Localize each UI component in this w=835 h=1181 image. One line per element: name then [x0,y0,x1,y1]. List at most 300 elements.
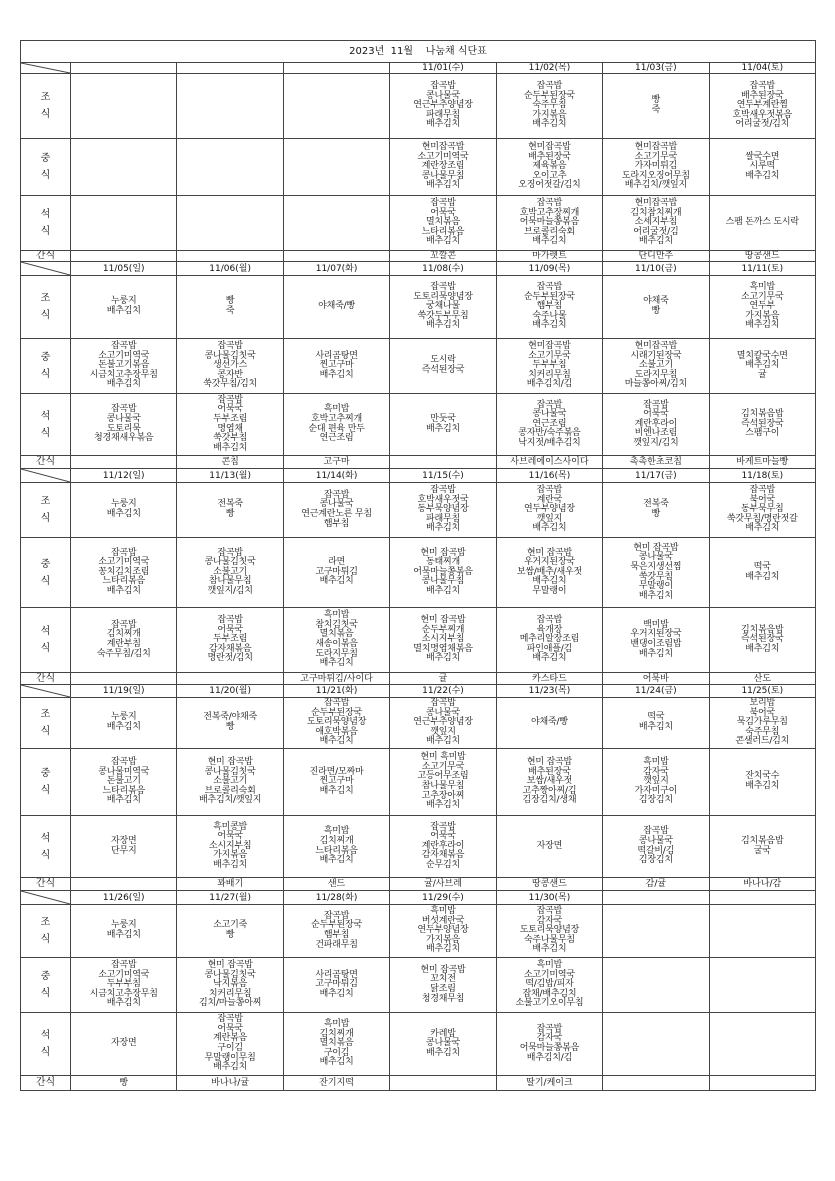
menu-item: 배추김치 [319,576,354,587]
meal-table [20,40,816,1091]
meal-cell [710,139,816,196]
meal-label-lunch [21,749,71,816]
meal-cell [390,74,496,139]
menu-item: 배추김치 [426,180,460,191]
menu-item: 깻잎지/김치 [207,585,253,596]
menu-item: 잡곡밥 [110,341,137,352]
menu-item: 빵 [651,306,661,316]
menu-item: 쑥갓무침/김치 [203,379,258,390]
menu-item: 콩나물국 [532,409,567,420]
menu-item: 도토리묵양념장 [306,717,367,728]
menu-item: 잡곡밥 [536,198,563,209]
menu-item: 배추김치 [426,944,460,955]
meal-cell [710,749,816,816]
menu-item: 잡곡밥 [536,81,563,92]
menu-item: 잡곡밥 [536,906,563,917]
menu-item: 잡곡밥 [217,341,243,352]
meal-label-breakfast [21,698,71,749]
menu-item: 잡곡밥 [536,282,563,293]
menu-item: 단무지 [110,845,137,856]
date-header-cell: 11/26(일) [71,891,177,905]
menu-item: 쑥갓무침 [638,571,673,582]
menu-item: 쌀국수면 [745,151,780,162]
menu-item: 오이고추 [532,170,567,181]
menu-item: 김치찌개 [319,1028,354,1039]
menu-item: 김치찌개 [319,835,354,846]
menu-item: 배추김치 [106,722,141,732]
menu-item: 전복죽 [217,499,243,510]
date-header-cell [71,63,177,74]
menu-item: 빵 [225,930,235,940]
menu-item: 고추짱아찌/김 [522,785,577,796]
menu-item: 잡곡밥 [749,81,776,92]
menu-item: 누룽지 [110,499,137,510]
menu-item: 현미잡곡밥 [634,198,678,209]
meal-cell [71,698,177,749]
menu-item: 잡곡밥 [536,1023,563,1034]
menu-item: 쑥갓무침/명란젓갈 [726,513,798,524]
page-title: 2023년 11월 나눔채 식단표 [21,41,816,63]
menu-item: 사리곰탕면 [315,969,358,980]
menu-item: 흑미밥 [749,282,776,293]
menu-item: 흑미밥 [323,610,350,621]
meal-cell [710,698,816,749]
menu-item: 배추김치 [532,320,567,331]
menu-item: 도라지무침 [315,648,358,659]
menu-item: 배추김치 [213,859,248,870]
menu-item: 김장김치 [638,855,673,866]
menu-item: 배추된장국 [528,151,571,162]
date-header-cell: 11/20(월) [177,685,283,698]
menu-item: 고구마튀김 [315,979,358,990]
meal-cell [710,394,816,456]
meal-label-snack: 간식 [21,456,71,469]
menu-item: 숙주무침/김치 [96,648,151,659]
menu-item: 귤 [758,369,767,380]
menu-item: 무말랭이 [532,585,567,596]
menu-item: 어묵국 [217,1023,243,1034]
meal-cell [71,74,177,139]
menu-item: 흑미밥 [430,906,456,917]
menu-item: 비엔나조림 [634,428,678,439]
menu-item: 묵은지생선찜 [630,561,682,572]
menu-item: 우거지된장국 [523,557,575,568]
menu-item: 빵 [225,509,235,519]
menu-item: 잡곡밥 [430,282,456,293]
menu-item: 잡곡밥 [430,198,456,209]
meal-cell [71,816,177,878]
meal-cell [177,139,283,196]
menu-item: 현미잡곡밥 [634,142,678,153]
meal-label-snack: 간식 [21,251,71,262]
menu-item: 잡곡밥 [430,485,456,496]
menu-item: 순두부된장국 [523,291,575,302]
menu-item: 배추김치/깻잎지 [624,180,687,191]
meal-cell [497,139,603,196]
diagonal-line [21,63,70,73]
menu-item: 우거지된장국 [630,629,682,640]
menu-item: 배추김치 [426,800,460,811]
diagonal-line [21,469,70,482]
meal-cell [71,196,177,251]
menu-item: 배추된장국 [528,766,571,777]
menu-item: 묵김가루무침 [736,717,788,728]
meal-cell [177,1013,283,1076]
menu-item: 꽁치김치조림 [98,566,150,577]
snack-cell: 고구마튀김/사이다 [284,673,390,685]
meal-cell [497,74,603,139]
menu-item: 배추김치 [213,1062,248,1073]
menu-item: 죽 [651,105,661,115]
meal-cell [71,608,177,673]
date-header-cell: 11/19(일) [71,685,177,698]
meal-cell [603,698,709,749]
meal-label-text: 중식 [40,352,51,380]
meal-label-snack: 간식 [21,1076,71,1091]
menu-item: 소시지부침 [421,634,465,645]
menu-item: 가지볶음 [532,109,567,120]
meal-cell [603,483,709,538]
menu-item: 소불고기 [638,360,673,371]
menu-item: 소고기무국 [528,350,571,361]
meal-cell [284,958,390,1013]
meal-label-text: 석식 [40,832,51,861]
menu-item: 콘샐러드/김치 [735,736,790,747]
menu-item: 소고기무국 [741,291,784,302]
snack-cell: 마가렛트 [497,251,603,262]
snack-cell: 어묵바 [603,673,709,685]
meal-label-snack: 간식 [21,673,71,685]
snack-cell [710,1076,816,1091]
meal-cell [177,483,283,538]
menu-item: 현미 잡곡밥 [207,757,253,768]
menu-item: 배추김치 [319,369,354,380]
menu-item: 북어국 [749,494,776,505]
meal-cell [390,905,496,958]
meal-cell [497,905,603,958]
snack-cell: 바나나/귤 [177,1076,283,1091]
snack-cell [177,251,283,262]
meal-cell [497,538,603,608]
menu-item: 연근부추양념장 [413,717,473,728]
menu-item: 현미 잡곡밥 [633,542,679,553]
menu-item: 잡채/배추김치 [522,988,577,999]
meal-cell [497,394,603,456]
menu-item: 고등어무조림 [417,771,469,782]
menu-item: 배추김치 [426,423,460,434]
menu-item: 배추김치 [426,320,460,331]
menu-item: 배추김치 [638,590,673,601]
menu-item: 잡곡밥 [430,821,456,832]
menu-item: 잡곡밥 [217,1014,243,1025]
menu-item: 순두부된장국 [311,920,363,931]
menu-item: 브로콜리숙회 [204,785,256,796]
meal-cell [710,196,816,251]
menu-item: 배추김치 [319,736,354,747]
menu-item: 깻잎지 [643,776,669,787]
meal-label-text: 조식 [40,709,51,737]
menu-item: 소고기무국 [634,151,678,162]
menu-item: 잔치국수 [745,771,780,782]
snack-cell: 땅콩샌드 [710,251,816,262]
header-corner-cell [21,262,71,276]
menu-item: 숙주나물무침 [523,934,575,945]
menu-item: 흑미밥 [536,960,563,971]
menu-item: 메추리알장조림 [519,634,580,645]
menu-item: 자장면 [110,835,137,846]
meal-label-breakfast [21,483,71,538]
menu-item: 현미 잡곡밥 [420,547,466,558]
menu-item: 잡곡밥 [536,615,563,626]
meal-label-text: 조식 [40,293,51,321]
menu-item: 배추김치 [745,571,780,582]
menu-item: 배추김치 [426,585,460,596]
menu-item: 배추김치/김 [526,1052,573,1063]
date-header-cell: 11/07(화) [284,262,390,276]
snack-cell: 감/귤 [603,878,709,891]
menu-item: 만둣국 [430,413,456,424]
menu-item: 느타리볶음 [315,845,358,856]
meal-label-dinner [21,608,71,673]
menu-item: 배추김치 [532,653,567,664]
menu-item: 흑미밥 [643,757,669,768]
menu-item: 순두부된장국 [523,90,575,101]
menu-item: 쑥갓부침 [213,433,248,444]
menu-item: 배추김치 [745,643,780,654]
menu-item: 누룽지 [110,712,137,723]
menu-item: 잡곡밥 [536,485,563,496]
meal-cell [284,276,390,339]
menu-item: 현미잡곡밥 [421,142,465,153]
meal-cell [284,749,390,816]
meal-cell [284,538,390,608]
snack-cell: 고구마 [284,456,390,469]
menu-item: 어묵마늘쫑볶음 [519,217,580,228]
menu-item: 돈불고기볶음 [98,360,150,371]
menu-item: 감자채볶음 [421,850,465,861]
menu-item: 두부부침 [532,360,567,371]
date-header-cell: 11/06(월) [177,262,283,276]
meal-cell [177,698,283,749]
meal-cell [603,1013,709,1076]
menu-item: 소불고기 [213,776,248,787]
menu-item: 감자국 [643,766,669,777]
snack-cell: 산도 [710,673,816,685]
menu-item: 호박고추찌개 [311,413,363,424]
menu-item: 햄부침 [536,301,563,312]
meal-cell [603,958,709,1013]
menu-item: 현미 잡곡밥 [526,547,572,558]
menu-item: 배추김치 [745,320,780,331]
menu-item: 동부묵양념장 [417,504,469,515]
menu-item: 순대 편육 만두 [308,423,365,434]
meal-cell [177,74,283,139]
date-header-cell [603,891,709,905]
meal-cell [284,74,390,139]
menu-item: 쑥갓두부무침 [417,310,469,321]
menu-item: 스팸 돈까스 도시락 [725,217,799,228]
menu-item: 낙지젓/배추김치 [518,437,581,448]
meal-label-text: 중식 [40,768,51,796]
menu-item: 마늘쫑아찌/김치 [624,379,687,390]
meal-cell [497,339,603,394]
meal-cell [603,139,709,196]
menu-item: 콩나물김칫국 [204,969,256,980]
meal-cell [71,1013,177,1076]
menu-item: 자장면 [110,1038,137,1049]
menu-item: 잡곡밥 [110,404,137,415]
date-header-cell: 11/22(수) [390,685,496,698]
menu-item: 느타리볶음 [421,226,465,237]
menu-item: 콩나물국 [426,90,460,101]
snack-cell: 꽈배기 [177,878,283,891]
menu-item: 잡곡밥 [643,826,669,837]
menu-item: 콩나물김칫국 [204,350,256,361]
menu-item: 배추김치 [106,795,141,806]
menu-item: 콩자반 [217,369,243,380]
snack-cell: 땅콩샌드 [497,878,603,891]
menu-item: 흑미밥 [323,826,350,837]
meal-label-text: 석식 [40,209,51,237]
date-header-cell: 11/23(목) [497,685,603,698]
header-corner-cell [21,469,71,483]
date-header-cell: 11/24(금) [603,685,709,698]
date-header-cell: 11/09(목) [497,262,603,276]
menu-item: 연근조림 [532,418,567,429]
menu-item: 배추김치 [745,523,780,534]
menu-item: 배추김치 [532,236,567,247]
meal-cell [390,698,496,749]
menu-item: 참나물무침 [421,781,465,791]
meal-cell [390,276,496,339]
meal-label-dinner [21,196,71,251]
menu-item: 콩나물무침 [421,576,465,587]
menu-item: 전복죽 [643,499,669,510]
menu-item: 도토리묵양념장 [519,925,580,936]
snack-cell [177,673,283,685]
meal-cell [603,339,709,394]
menu-item: 청경채새우볶음 [93,433,154,444]
meal-cell [390,1013,496,1076]
menu-item: 보쌈/새우젓 [526,776,573,787]
meal-cell [71,905,177,958]
menu-item: 배추김치 [106,379,141,390]
menu-item: 누룽지 [110,920,137,931]
menu-item: 호박새우젓국 [417,494,469,505]
menu-item: 밴댕이조림밥 [630,639,682,649]
menu-item: 잡곡밥 [110,619,137,630]
snack-cell: 꼬깔콘 [390,251,496,262]
menu-item: 소불고기오이무침 [515,998,584,1009]
meal-label-breakfast [21,74,71,139]
menu-item: 잡곡밥 [643,399,669,410]
meal-label-text: 중식 [40,558,51,587]
meal-cell [603,196,709,251]
menu-item: 순무김치 [426,859,460,870]
meal-cell [71,958,177,1013]
snack-cell: 귤 [390,673,496,685]
meal-cell [390,749,496,816]
meal-cell [284,1013,390,1076]
meal-cell [710,276,816,339]
meal-cell [177,196,283,251]
snack-cell: 빵 [71,1076,177,1091]
menu-item: 배추김치 [319,855,354,866]
menu-item: 떡갈비/김 [637,845,675,856]
menu-item: 배추김치 [532,576,567,587]
menu-item: 빵 [651,95,661,106]
menu-item: 소고기미역국 [98,557,150,568]
meal-cell [71,749,177,816]
menu-item: 구이김 [217,1043,243,1053]
menu-item: 잡곡밥 [110,757,137,768]
meal-cell [710,483,816,538]
date-header-cell: 11/29(수) [390,891,496,905]
menu-item: 연두부 [749,301,776,312]
meal-cell [177,958,283,1013]
snack-cell [71,878,177,891]
meal-cell [497,958,603,1013]
meal-cell [710,538,816,608]
menu-item: 멸치볶음 [319,629,354,640]
menu-item: 시래기된장국 [630,350,682,361]
menu-item: 참치김칫국 [315,619,358,630]
menu-item: 배추김치 [106,306,141,316]
meal-cell [284,698,390,749]
menu-item: 햄부침 [323,930,350,940]
date-header-cell: 11/30(목) [497,891,603,905]
date-header-cell: 11/17(금) [603,469,709,483]
menu-item: 김치/마늘쫑아찌 [198,998,262,1009]
menu-item: 도시락 [430,355,456,366]
menu-item: 배추김치 [532,523,567,534]
menu-item: 소고기미역국 [98,350,150,361]
date-header-cell: 11/28(화) [284,891,390,905]
snack-cell: 바게트마늘빵 [710,456,816,469]
menu-item: 김치볶음밥 [741,624,784,635]
meal-cell [710,339,816,394]
menu-item: 소고기죽 [213,920,248,931]
meal-cell [603,538,709,608]
menu-item: 어리굴젓/김 [633,226,679,237]
menu-item: 죽 [225,306,235,316]
menu-item: 김치볶음밥 [741,409,784,420]
menu-item: 배추김치 [426,736,460,747]
meal-cell [284,608,390,673]
menu-item: 감자국 [536,1033,563,1044]
meal-label-breakfast [21,276,71,339]
menu-item: 김치볶음밥 [741,835,784,846]
snack-cell [71,673,177,685]
menu-item: 현미 흑미밥 [420,752,466,763]
menu-item: 소고기미역국 [523,969,575,980]
menu-item: 배추김치/김 [526,379,573,390]
snack-cell: 잔기지떡 [284,1076,390,1091]
menu-item: 무말랭이무침 [204,1052,256,1063]
meal-cell [284,905,390,958]
menu-item: 느타리볶음 [102,576,145,587]
header-corner-cell [21,891,71,905]
date-header-cell [284,63,390,74]
menu-item: 배추김치 [106,930,141,940]
menu-item: 가자미튀김 [634,161,678,172]
meal-cell [177,905,283,958]
meal-label-lunch [21,538,71,608]
snack-cell [284,251,390,262]
meal-cell [497,276,603,339]
meal-cell [390,394,496,456]
menu-item: 빵 [651,509,661,519]
